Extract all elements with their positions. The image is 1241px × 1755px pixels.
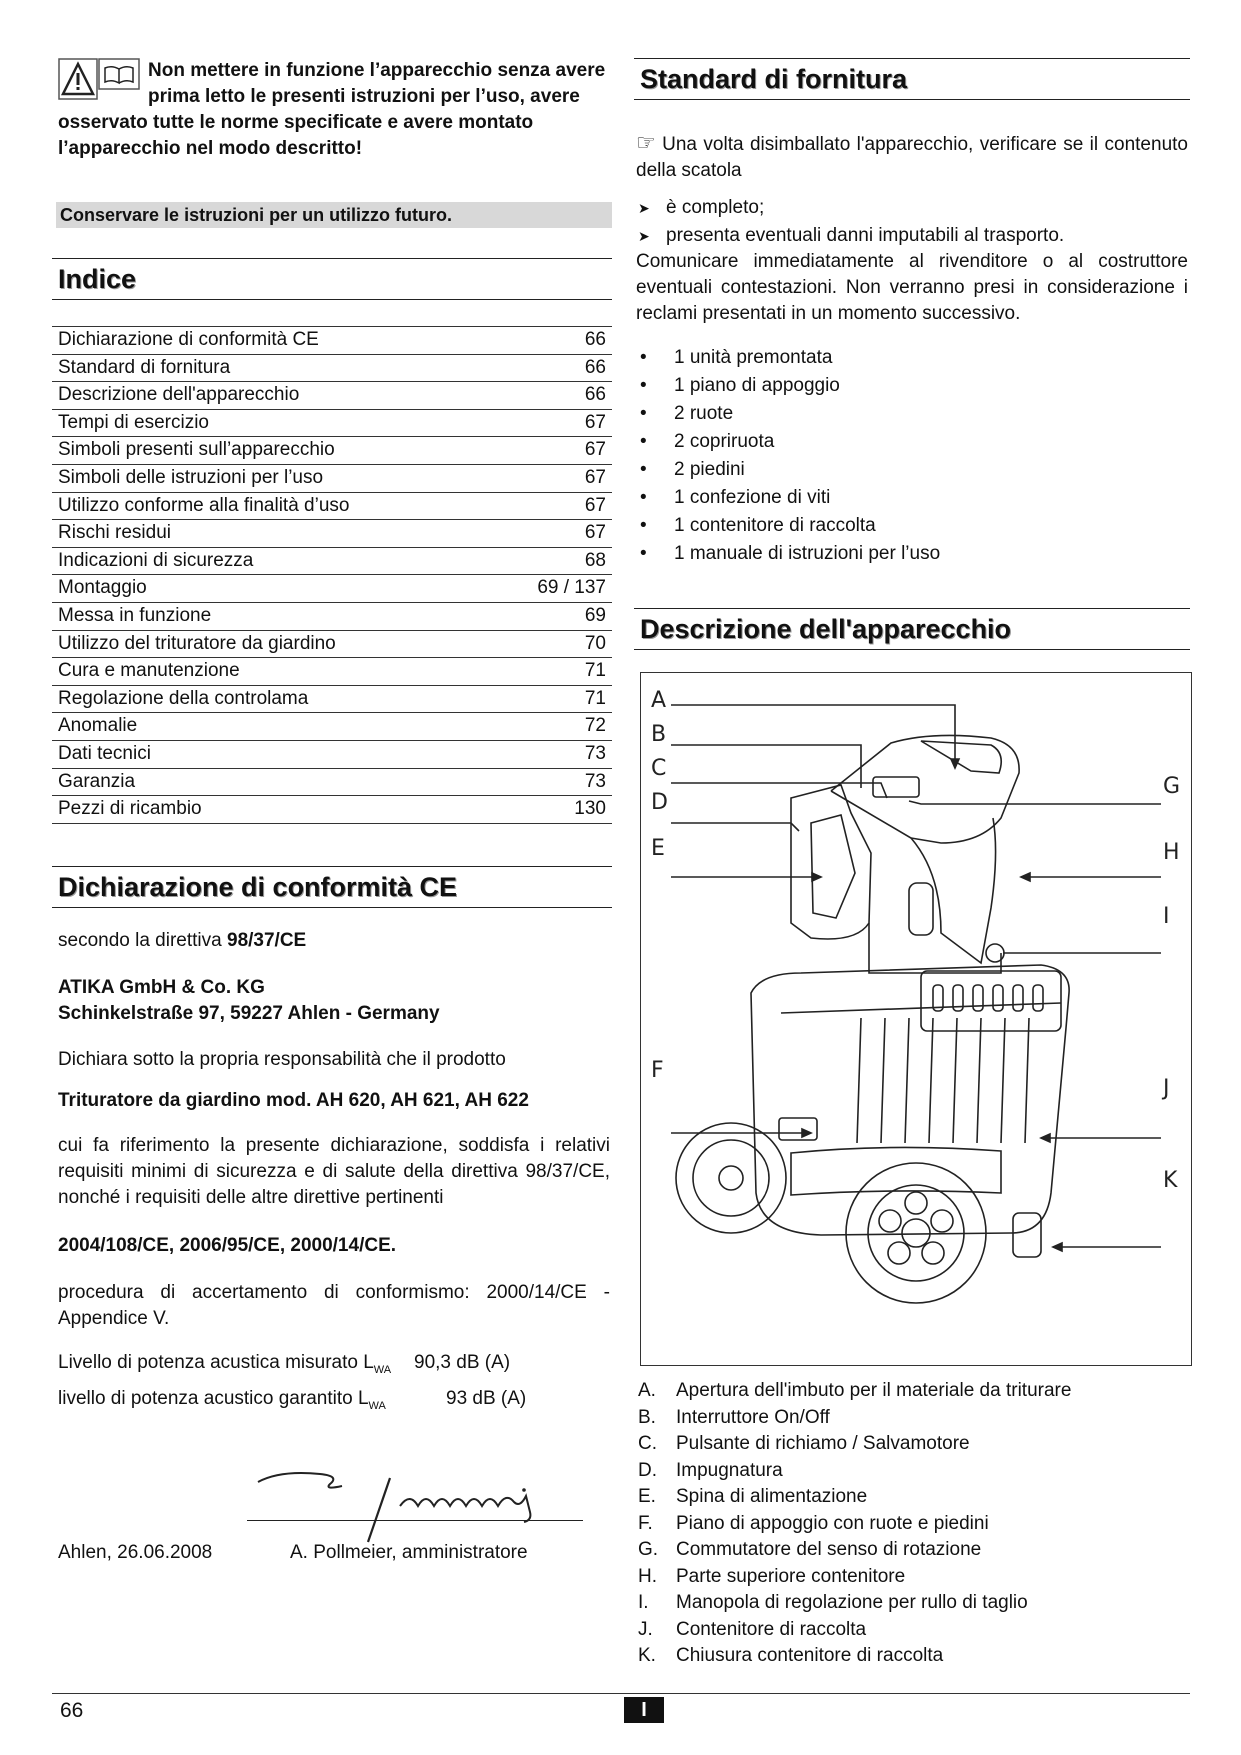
supply-intro: ☞ Una volta disimballato l'apparecchio, verificare se il contenuto della scatola	[636, 130, 1188, 181]
toc-entry	[52, 686, 612, 714]
toc-entry-page: 67	[584, 411, 606, 433]
arrow-bullet-icon: ➤	[638, 228, 650, 244]
legend-item	[638, 1511, 1071, 1538]
legend-text: Impugnatura	[676, 1459, 783, 1481]
legend-letter: B.	[638, 1406, 656, 1428]
bullet-icon: •	[640, 347, 647, 368]
supply-item-text: 1 confezione di viti	[674, 487, 831, 508]
supply-item-text: 1 piano di appoggio	[674, 375, 840, 396]
page-number: 66	[60, 1699, 84, 1722]
toc-entry	[52, 741, 612, 769]
supply-item	[636, 512, 1188, 540]
toc-entry	[52, 713, 612, 741]
legend-text: Spina di alimentazione	[676, 1486, 868, 1507]
toc-entry	[52, 382, 612, 410]
bullet-icon: •	[640, 403, 647, 424]
language-tab: I	[624, 1697, 664, 1723]
supply-item	[636, 344, 1188, 372]
toc-entry-page: 67	[584, 522, 606, 544]
toc-entry	[52, 465, 612, 493]
signature-image	[250, 1462, 590, 1544]
toc-entry-label: Dati tecnici	[58, 742, 151, 764]
supply-item	[636, 540, 1188, 568]
legend-item	[638, 1431, 1071, 1458]
toc-entry-page: 71	[584, 687, 606, 709]
legend-item	[638, 1378, 1071, 1405]
bullet-icon: •	[640, 487, 647, 508]
toc-entry-page: 68	[584, 549, 606, 571]
toc-entry	[52, 520, 612, 548]
directive-code: 98/37/CE	[227, 930, 307, 951]
legend-item	[638, 1643, 1071, 1670]
legend-item	[638, 1564, 1071, 1591]
supply-item	[636, 484, 1188, 512]
legend-text: Manopola di regolazione per rullo di taglio	[676, 1592, 1028, 1613]
bullet-icon: •	[640, 431, 647, 452]
supply-item	[636, 428, 1188, 456]
table-of-contents	[52, 326, 612, 824]
toc-entry-label: Cura e manutenzione	[58, 660, 240, 682]
toc-entry-page: 66	[584, 329, 606, 350]
toc-entry-label: Tempi di esercizio	[58, 411, 209, 433]
directive-line	[58, 928, 306, 954]
supply-item	[636, 400, 1188, 428]
toc-entry-page: 67	[584, 494, 606, 516]
figure-label: F	[651, 1058, 664, 1083]
toc-entry-page: 67	[584, 466, 606, 488]
legend-letter: I.	[638, 1592, 649, 1613]
legend-item	[638, 1537, 1071, 1564]
supply-check-text: è completo;	[666, 197, 765, 218]
place-date: Ahlen, 26.06.2008	[58, 1542, 213, 1563]
legend-letter: J.	[638, 1618, 653, 1640]
signatory: A. Pollmeier, amministratore	[290, 1542, 528, 1563]
signature-line	[247, 1520, 583, 1521]
toc-entry-page: 70	[584, 632, 606, 654]
footer-rule	[52, 1693, 1190, 1694]
supply-item-text: 1 unità premontata	[674, 347, 833, 368]
supply-item-text: 2 copriruota	[674, 431, 775, 452]
toc-entry-label: Standard di fornitura	[58, 356, 231, 378]
toc-entry-label: Dichiarazione di conformità CE	[58, 329, 319, 350]
toc-entry	[52, 437, 612, 465]
supply-title: Standard di fornitura	[634, 58, 1190, 100]
keep-instructions-note: Conservare le istruzioni per un utilizzo futuro.	[56, 202, 612, 228]
warning-read-manual-icon	[58, 58, 142, 102]
toc-entry-label: Regolazione della controlama	[58, 687, 309, 709]
toc-entry	[52, 410, 612, 438]
toc-entry-page: 130	[574, 798, 606, 820]
toc-entry-label: Rischi residui	[58, 522, 171, 544]
figure-label: D	[651, 790, 668, 815]
supply-item	[636, 456, 1188, 484]
supply-item-text: 2 piedini	[674, 459, 745, 480]
legend-text: Interruttore On/Off	[676, 1406, 830, 1428]
conformity-procedure: procedura di accertamento di conformismo: 2000/14/CE - Appendice V.	[58, 1282, 610, 1329]
supply-check-item	[636, 222, 1188, 250]
legend-letter: E.	[638, 1486, 656, 1507]
arrow-bullet-icon: ➤	[638, 200, 650, 216]
toc-entry	[52, 769, 612, 797]
supply-item-text: 1 contenitore di raccolta	[674, 515, 876, 536]
toc-entry	[52, 355, 612, 383]
supply-item	[636, 372, 1188, 400]
figure-label: I	[1163, 904, 1170, 929]
toc-entry-label: Utilizzo conforme alla finalità d’uso	[58, 494, 350, 516]
toc-entry-page: 69 / 137	[537, 577, 606, 599]
legend-item	[638, 1617, 1071, 1644]
pointing-hand-icon: ☞	[636, 130, 656, 155]
toc-entry-label: Pezzi di ricambio	[58, 798, 202, 820]
measured-power-label: Livello di potenza acustica misurato $L_{WA}$	[58, 1352, 392, 1376]
declaration-statement: Dichiara sotto la propria responsabilità che il prodotto	[58, 1049, 506, 1070]
legend-letter: C.	[638, 1433, 657, 1454]
toc-entry-label: Messa in funzione	[58, 604, 212, 626]
garden-shredder-drawing	[641, 673, 1191, 1365]
legend-text: Contenitore di raccolta	[676, 1618, 867, 1640]
legend-text: Chiusura contenitore di raccolta	[676, 1645, 944, 1666]
supply-notice: Comunicare immediatamente al rivenditore o al costruttore eventuali contestazioni. Non verranno presi in considerazione i reclami presentati in un momento successivo.	[636, 251, 1188, 324]
toc-entry	[52, 631, 612, 659]
legend-text: Parte superiore contenitore	[676, 1565, 906, 1587]
toc-entry-page: 66	[584, 384, 606, 406]
company-name: ATIKA GmbH & Co. KG	[58, 977, 265, 998]
bullet-icon: •	[640, 515, 647, 536]
index-title: Indice	[52, 258, 612, 300]
toc-entry-label: Montaggio	[58, 577, 147, 599]
directives-list: 2004/108/CE, 2006/95/CE, 2000/14/CE.	[58, 1235, 397, 1256]
guaranteed-power-label: livello di potenza acustico garantito $L_{WA}$	[58, 1388, 386, 1412]
figure-label: H	[1163, 840, 1180, 865]
toc-entry-label: Anomalie	[58, 715, 138, 737]
legend-text: Piano di appoggio con ruote e piedini	[676, 1512, 989, 1534]
warning-text: Non mettere in funzione l’apparecchio senza avere prima letto le presenti istruzioni per l’uso, avere osservato tutte le norme specificate e avere montato l’apparecchio nel modo descritto!	[58, 60, 606, 159]
figure-label: B	[651, 722, 667, 747]
supply-items	[636, 344, 1188, 568]
toc-entry	[52, 575, 612, 603]
toc-entry-page: 67	[584, 439, 606, 461]
toc-entry-page: 72	[584, 715, 606, 737]
toc-entry	[52, 603, 612, 631]
legend-item	[638, 1590, 1071, 1617]
toc-entry	[52, 327, 612, 355]
toc-entry-label: Simboli presenti sull’apparecchio	[58, 439, 335, 461]
guaranteed-power-value: 93 dB (A)	[446, 1388, 527, 1409]
legend-letter: A.	[638, 1380, 656, 1401]
warning-notice	[58, 58, 610, 162]
supply-check-text: presenta eventuali danni imputabili al trasporto.	[666, 225, 1065, 246]
toc-entry-label: Utilizzo del trituratore da giardino	[58, 632, 336, 654]
toc-entry	[52, 548, 612, 576]
legend-letter: G.	[638, 1539, 659, 1560]
bullet-icon: •	[640, 459, 647, 480]
figure-label: J	[1163, 1076, 1170, 1101]
toc-entry	[52, 493, 612, 521]
declaration-title: Dichiarazione di conformità CE	[52, 866, 612, 908]
toc-entry-label: Garanzia	[58, 770, 136, 792]
legend-letter: F.	[638, 1512, 653, 1534]
diagram-legend	[638, 1378, 1071, 1670]
toc-entry-page: 69	[584, 604, 606, 626]
legend-letter: K.	[638, 1645, 656, 1666]
figure-label: K	[1163, 1168, 1178, 1193]
figure-label: C	[651, 756, 667, 781]
figure-label: A	[651, 688, 667, 713]
legend-letter: H.	[638, 1565, 657, 1587]
figure-label: G	[1163, 774, 1181, 799]
toc-entry-label: Simboli delle istruzioni per l’uso	[58, 466, 324, 488]
legend-letter: D.	[638, 1459, 657, 1481]
legend-item	[638, 1405, 1071, 1432]
directive-prefix: secondo la direttiva	[58, 930, 227, 951]
legend-item	[638, 1458, 1071, 1485]
toc-entry-page: 66	[584, 356, 606, 378]
legend-text: Pulsante di richiamo / Salvamotore	[676, 1433, 970, 1454]
product-name: Trituratore da giardino mod. AH 620, AH 621, AH 622	[58, 1090, 529, 1111]
supply-check-item	[636, 194, 1188, 222]
product-diagram	[640, 672, 1192, 1366]
figure-label: E	[651, 836, 665, 861]
toc-entry	[52, 796, 612, 824]
toc-entry-page: 71	[584, 660, 606, 682]
legend-text: Commutatore del senso di rotazione	[676, 1539, 982, 1560]
toc-entry-page: 73	[584, 742, 606, 764]
toc-entry	[52, 658, 612, 686]
toc-entry-label: Indicazioni di sicurezza	[58, 549, 254, 571]
toc-entry-page: 73	[584, 770, 606, 792]
legend-text: Apertura dell'imbuto per il materiale da triturare	[676, 1380, 1072, 1401]
measured-power-value: 90,3 dB (A)	[414, 1352, 511, 1373]
company-address: Schinkelstraße 97, 59227 Ahlen - Germany	[58, 1003, 440, 1024]
supply-item-text: 1 manuale di istruzioni per l’uso	[674, 543, 941, 564]
legend-item	[638, 1484, 1071, 1511]
supply-item-text: 2 ruote	[674, 403, 734, 424]
declaration-reference: cui fa riferimento la presente dichiarazione, soddisfa i relativi requisiti minimi di sicurezza e di salute della direttiva 98/37/CE, nonché i requisiti delle altre direttive pertinenti	[58, 1135, 610, 1208]
description-title: Descrizione dell'apparecchio	[634, 608, 1190, 650]
bullet-icon: •	[640, 543, 647, 564]
toc-entry-label: Descrizione dell'apparecchio	[58, 384, 300, 406]
bullet-icon: •	[640, 375, 647, 396]
supply-checks	[636, 194, 1188, 250]
